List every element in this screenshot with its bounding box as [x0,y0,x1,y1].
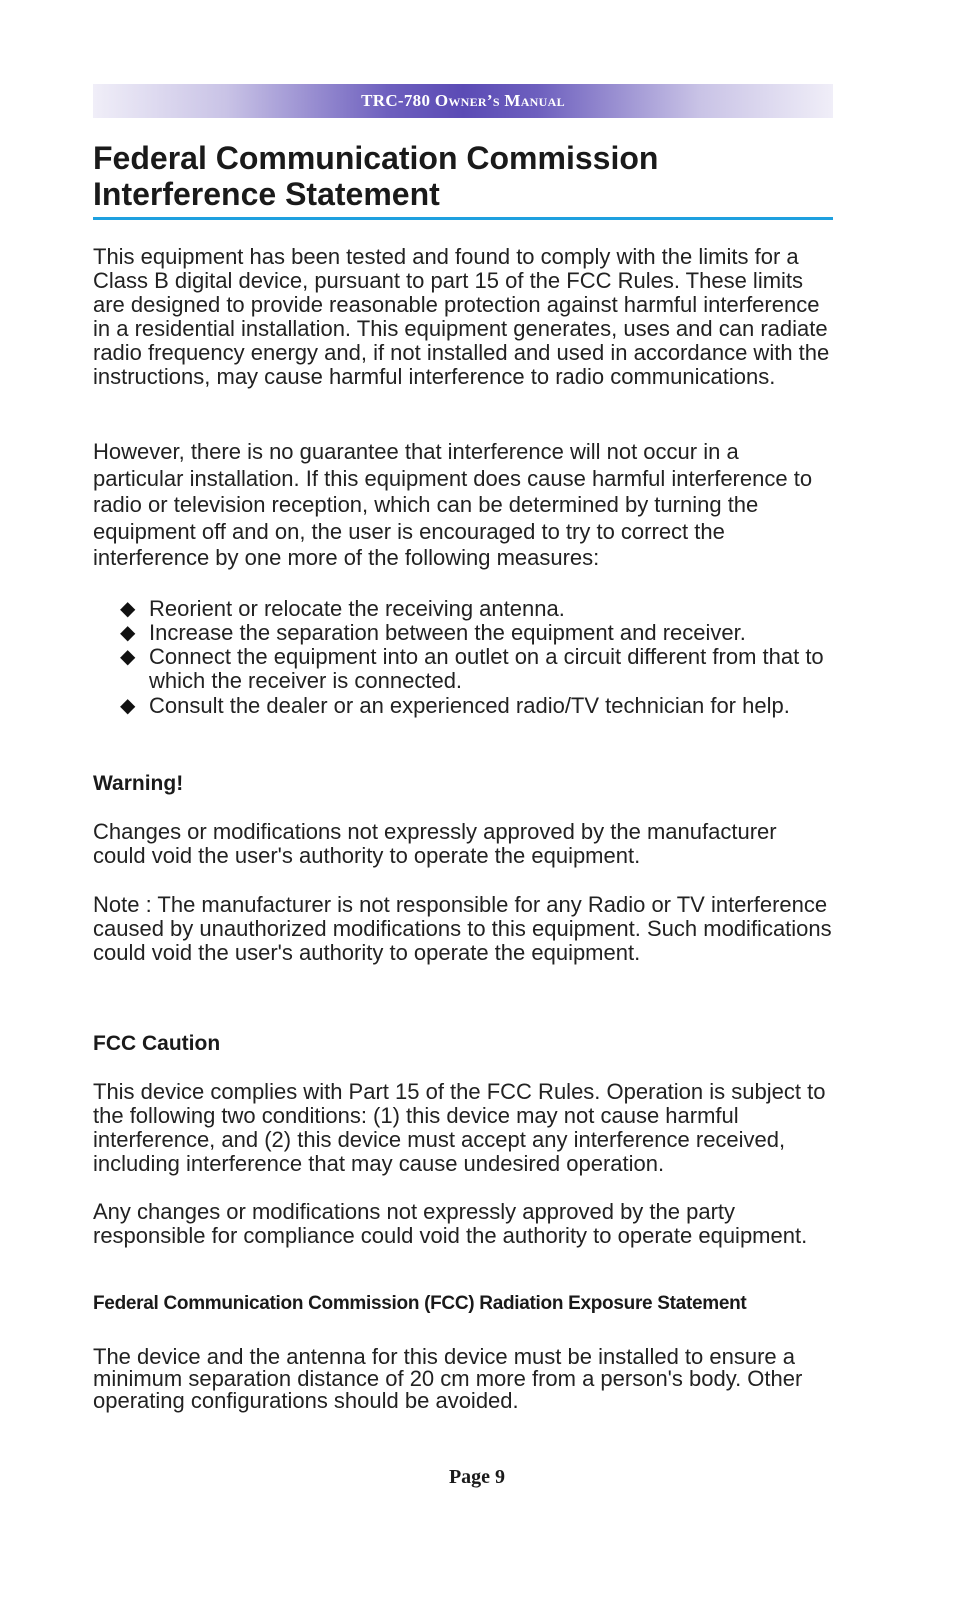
list-item-text: Consult the dealer or an experienced radio/TV technician for help. [149,693,790,718]
guarantee-paragraph: However, there is no guarantee that interference will not occur in a particular installation. If this equipment does cause harmful interference to radio or television reception, which can be determined by turning the equipment off and on, the user is encouraged to try to correct the interference by one more of the following measures: [93,439,813,570]
list-item [120,621,830,645]
list-item [120,693,830,719]
list-item [120,645,830,693]
caution-paragraph: This device complies with Part 15 of the FCC Rules. Operation is subject to the following two conditions: (1) this device may not cause harmful interference, and (2) this device must accept any interference received, including interference that may cause undesired operation. [93,1079,826,1176]
manual-header-band [93,84,833,118]
warning-paragraph: Changes or modifications not expressly approved by the manufacturer could void the user's authority to operate the equipment. [93,819,777,868]
intro-paragraph: This equipment has been tested and found to comply with the limits for a Class B digital device, pursuant to part 15 of the FCC Rules. These limits are designed to provide reasonable protection against harmful interference in a residential installation. This equipment generates, uses and can radiate radio frequency energy and, if not installed and used in accordance with the instructions, may cause harmful interference to radio communications. [93,244,830,389]
diamond-bullet-icon: ◆ [120,622,136,644]
title-underline [93,217,833,220]
diamond-bullet-icon: ◆ [120,646,136,668]
page-title [93,140,833,212]
diamond-bullet-icon: ◆ [120,598,136,620]
fcc-caution-heading: FCC Caution [93,1032,221,1055]
note-paragraph: Note : The manufacturer is not responsible for any Radio or TV interference caused by unauthorized modifications to this equipment. Such modifications could void the user's authority to operate the equipment. [93,892,832,965]
warning-heading: Warning! [93,772,184,795]
list-item-text: Connect the equipment into an outlet on a circuit different from that to which the receiver is connected. [149,644,824,693]
list-item-text: Reorient or relocate the receiving antenna. [149,596,565,621]
changes-paragraph: Any changes or modifications not expressly approved by the party responsible for compliance could void the authority to operate equipment. [93,1199,808,1248]
radiation-heading: Federal Communication Commission (FCC) Radiation Exposure Statement [93,1293,747,1314]
list-item [120,597,830,621]
measures-list [120,597,830,719]
diamond-bullet-icon: ◆ [120,695,136,717]
page-number: Page 9 [448,1466,506,1488]
manual-title: TRC-780 Owner’s Manual [361,91,565,110]
page-title-line1: Federal Communication Commission [93,140,659,176]
radiation-paragraph: The device and the antenna for this device must be installed to ensure a minimum separation distance of 20 cm more from a person's body. Other operating configurations should be avoided. [93,1344,803,1413]
list-item-text: Increase the separation between the equipment and receiver. [149,620,746,645]
page-title-line2: Interference Statement [93,176,440,212]
